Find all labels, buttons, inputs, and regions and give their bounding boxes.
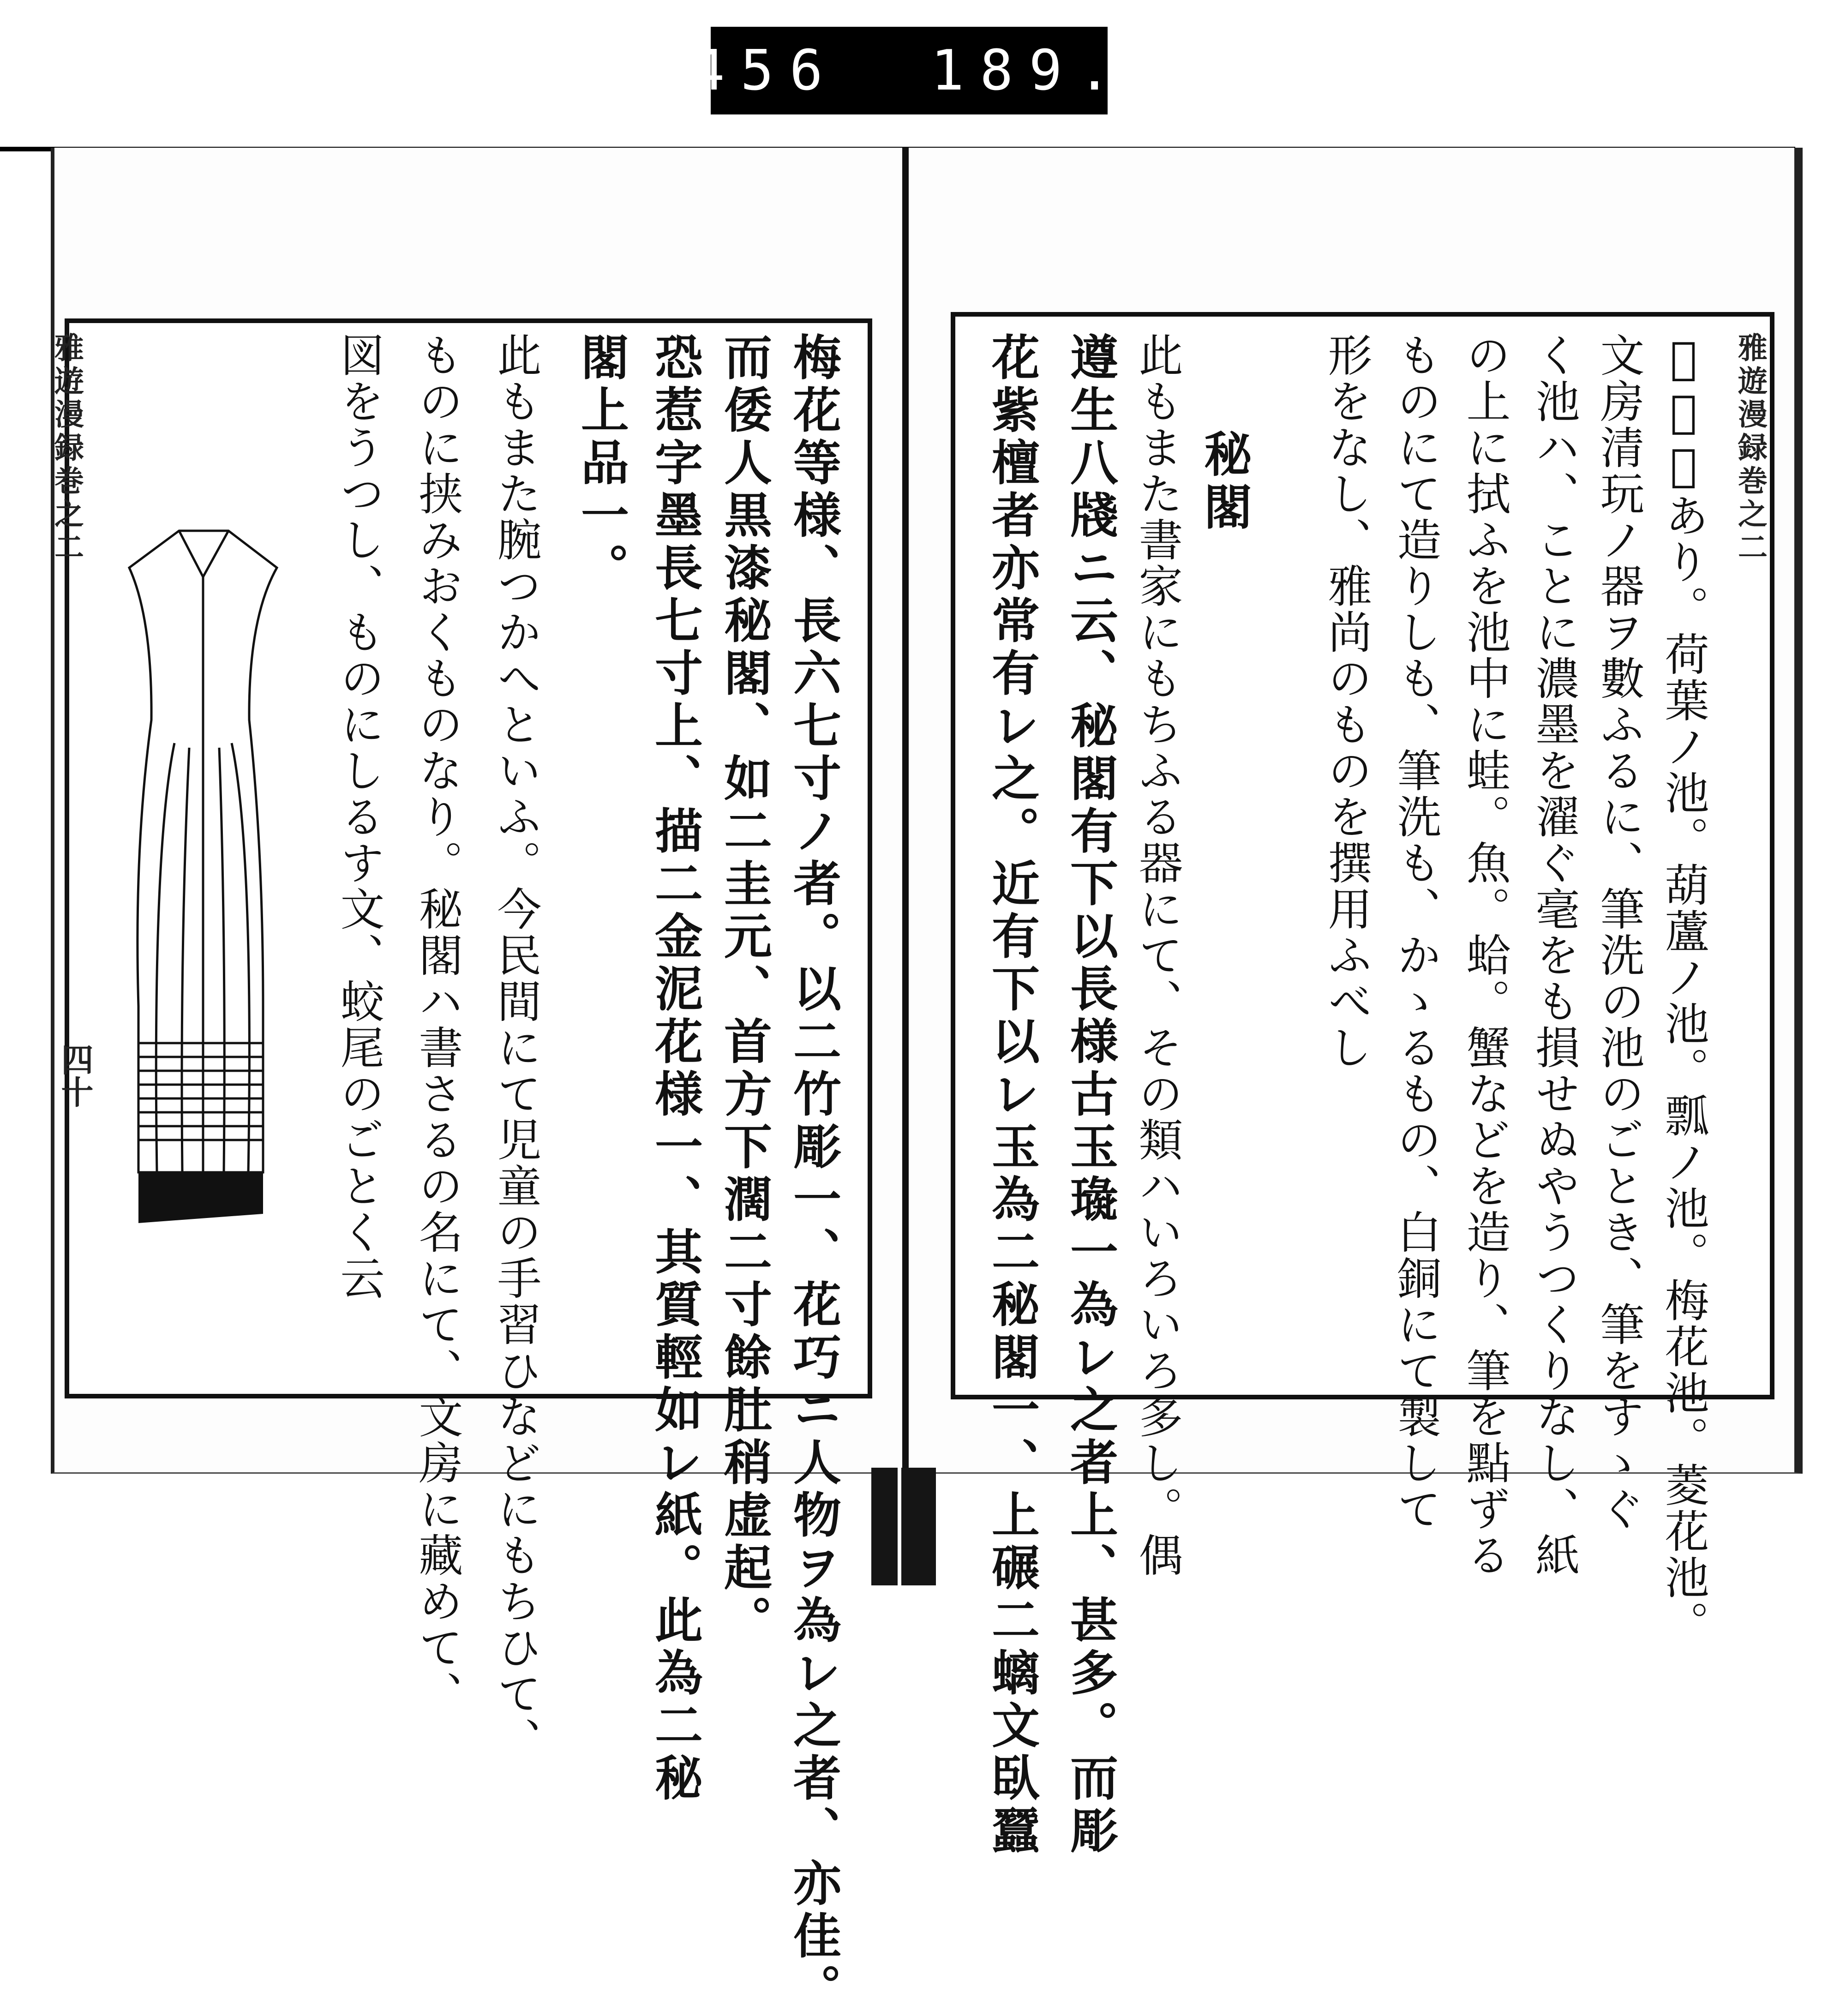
call-number-label: [691, 27, 1127, 114]
right-page-column-1: 𪜈刻〆あり。荷葉ノ池。葫蘆ノ池。瓢ノ池。梅花池。菱花池。: [1658, 332, 1709, 1647]
left-page-column-5: 此もまた腕つかへといふ。今民間にて児童の手習ひなどにもちひて、: [490, 332, 542, 1763]
right-page-column-7: 此もまた書家にもちふる器にて、その類ハいろいろ多し。偶: [1132, 332, 1183, 1578]
call-number-left: 456: [691, 38, 839, 103]
left-page-column-6: ものに挟みおくものなり。秘閣ハ書さるの名にて、文房に藏めて、: [412, 332, 463, 1717]
right-page-column-5: ものにて造りしも、筆洗も、かゝるもの、白銅にて製して: [1390, 332, 1442, 1532]
right-page-column-3: く池ハ、ことに濃墨を濯ぐ毫をも損せぬやうつくりなし、紙: [1528, 332, 1580, 1578]
book-spine: [902, 147, 909, 1585]
left-page-column-7: 図をうつし、ものにしるす文、蛟尾のごとく云: [333, 332, 385, 1302]
right-page-column-2: 文房清玩ノ器ヲ數ふるに、筆洗の池のごとき、筆をすゝぐ: [1593, 332, 1645, 1532]
call-number-right: 189.: [930, 38, 1127, 103]
section-heading-hikaku: 秘閣: [1196, 429, 1253, 534]
left-page-column-4: 閣上品一。: [573, 332, 629, 595]
spine-block: [871, 1468, 936, 1585]
right-page-column-9: 花紫檀者亦常有レ之。近有下以レ玉為二秘閣一、上碾二螭文臥蠶: [983, 332, 1040, 1858]
left-page-column-2: 而倭人黒漆秘閣、如二圭元、首方下濶二寸餘肚稍虚起。: [716, 332, 773, 1648]
right-page-column-8: 遵生八牋ニ云、秘閣有下以長様古玉璏一為レ之者上、甚多。而彫: [1062, 332, 1119, 1858]
left-margin-title: 雅遊漫録巻之二: [49, 332, 84, 565]
left-page-column-1: 梅花等様、長六七寸ノ者。以二竹彫一、花巧ニ人物ヲ為レ之者、亦佳。: [785, 332, 842, 2016]
right-page-column-4: の上に拭ふを池中に蛙。魚。蛤。蟹などを造り、筆を點ずる: [1459, 332, 1511, 1578]
right-page-column-6: 形をなし、雅尚のものを撰用ふべし: [1321, 332, 1373, 1071]
hikaku-illustration: [125, 526, 282, 1228]
left-folio: 四十: [56, 1043, 94, 1108]
right-margin-title: 雅遊漫録巻之二: [1733, 332, 1768, 565]
spine-gap: [898, 1468, 901, 1585]
left-page-column-3: 恐惹字墨長七寸上、描二金泥花様一、其質輕如レ紙。此為二秘: [647, 332, 703, 1806]
